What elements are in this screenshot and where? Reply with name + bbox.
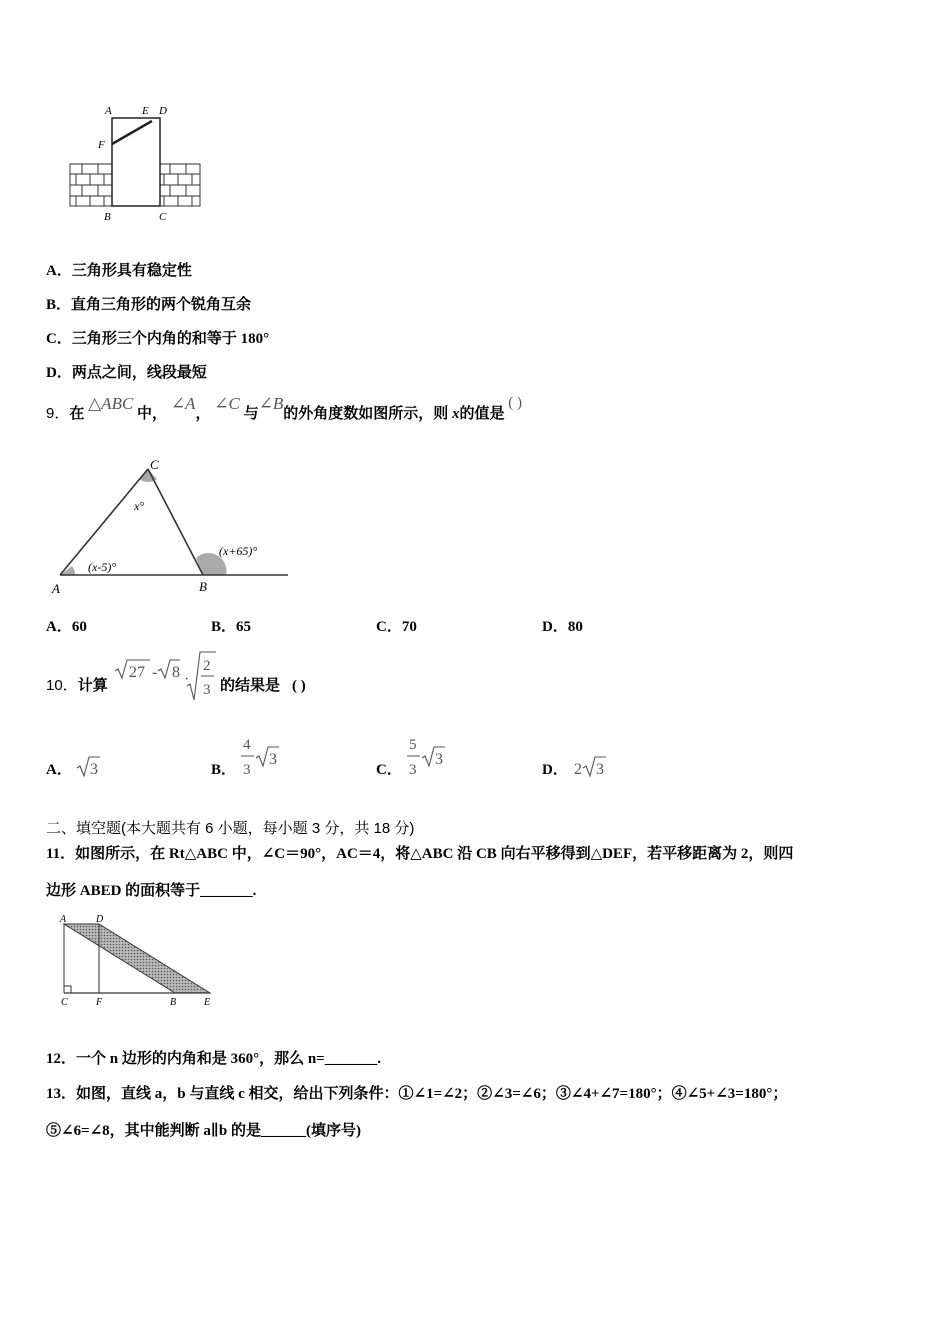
q11-label-A: A	[60, 914, 67, 925]
q9-angle-c-label: x°	[134, 499, 145, 513]
q11-label-C: C	[61, 997, 68, 1008]
gate-figure	[60, 100, 210, 230]
q10-minus: -	[152, 664, 158, 681]
left-brick-wall	[70, 164, 112, 206]
q10-radicand-27: 27	[129, 664, 145, 681]
q13-line1: 13．如图，直线 a，b 与直线 c 相交，给出下列条件：①∠1=∠2；②∠3=∠6；③∠4+∠7=180°；④∠5+∠3=180°；	[46, 1086, 788, 1102]
q10-option-b-value	[240, 734, 282, 782]
q11-translation-figure	[52, 910, 222, 1008]
svg-text:3: 3	[269, 751, 277, 768]
q10-option-c-label: C．	[376, 762, 402, 778]
label-A: A	[105, 105, 112, 117]
q9-angle-b-label: (x+65)°	[219, 544, 258, 558]
q9-stem: 9．在 △ABC 中， ∠A， ∠C 与∠B的外角度数如图所示，则 x的值是 ( )	[46, 394, 522, 422]
q9-option-c: C．70	[376, 619, 417, 635]
q10-option-c-value	[406, 734, 448, 782]
svg-text:5: 5	[409, 737, 417, 753]
q9-angle-a-label: (x-5)°	[88, 560, 117, 574]
svg-text:3: 3	[435, 751, 443, 768]
q9-triangle-figure	[44, 455, 294, 600]
label-F: F	[98, 139, 105, 151]
svg-text:2: 2	[574, 761, 582, 778]
svg-text:3: 3	[243, 762, 251, 778]
q8-option-b: B．直角三角形的两个锐角互余	[46, 297, 252, 313]
q8-option-c: C．三角形三个内角的和等于 180°	[46, 331, 270, 347]
section-2-heading: 二、填空题(本大题共有 6 小题，每小题 3 分，共 18 分)	[46, 820, 415, 837]
q9-option-a: A．60	[46, 619, 87, 635]
q8-option-a: A．三角形具有稳定性	[46, 263, 192, 279]
q10-option-d-label: D．	[542, 762, 568, 778]
q10-frac-den: 3	[203, 682, 211, 698]
q10-option-a-value	[76, 754, 106, 780]
svg-text:3: 3	[409, 762, 417, 778]
q9-label-B: B	[199, 579, 207, 594]
q13-line2: ⑤∠6=∠8，其中能判断 a∥b 的是______(填序号)	[46, 1123, 361, 1139]
q11-label-E: E	[204, 997, 211, 1008]
q9-option-d: D．80	[542, 619, 583, 635]
q11-line1: 11．如图所示，在 Rt△ABC 中，∠C＝90°，AC＝4，将△ABC 沿 CB 向右平移得到△DEF，若平移距离为 2，则四	[46, 846, 794, 862]
q11-line2: 边形 ABED 的面积等于_______.	[46, 883, 257, 899]
label-E: E	[142, 105, 149, 117]
q10-number-calc: 10．计算	[46, 677, 108, 694]
q10-stem-tail: 的结果是 ( )	[220, 678, 306, 694]
q12-text: 12．一个 n 边形的内角和是 360°，那么 n=_______.	[46, 1051, 381, 1067]
q9-option-b: B．65	[211, 619, 252, 635]
svg-text:3: 3	[596, 761, 604, 778]
q10-option-d-value	[572, 754, 612, 780]
q9-label-C: C	[150, 457, 159, 472]
q10-option-a-label: A．	[46, 762, 72, 778]
q10-expression	[114, 650, 218, 702]
label-C: C	[159, 211, 167, 223]
q8-option-d: D．两点之间，线段最短	[46, 365, 207, 381]
svg-text:4: 4	[243, 737, 251, 753]
q10-dot: ·	[184, 671, 190, 688]
q10-radicand-8: 8	[172, 664, 180, 681]
q11-label-F: F	[96, 997, 103, 1008]
q9-label-A: A	[52, 581, 60, 596]
right-brick-wall	[160, 164, 200, 206]
q10-frac-num: 2	[203, 658, 211, 674]
svg-text:3: 3	[90, 761, 98, 778]
q11-label-D: D	[96, 914, 104, 925]
q10-option-b-label: B．	[211, 762, 237, 778]
label-B: B	[104, 211, 111, 223]
label-D: D	[159, 105, 167, 117]
q11-label-B: B	[170, 997, 177, 1008]
